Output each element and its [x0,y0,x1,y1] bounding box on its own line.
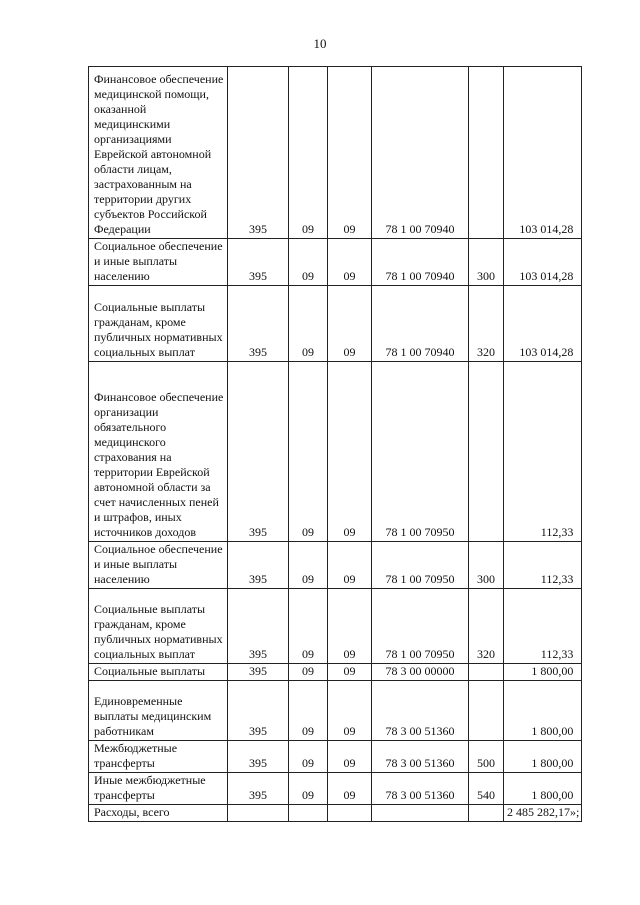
table-row [89,67,582,239]
row-amount: 1 800,00 [504,664,582,681]
row-expense-kind: 500 [469,741,504,773]
total-empty-cell [469,805,504,822]
row-name: Социальные выплаты гражданам, кроме публичных нормативных социальных выплат [89,286,228,362]
total-empty-cell [228,805,289,822]
row-subsection: 09 [328,239,372,286]
row-expense-kind: 320 [469,286,504,362]
row-target-article: 78 3 00 00000 [372,664,469,681]
row-section: 09 [289,741,328,773]
total-row [89,805,582,822]
row-section: 09 [289,773,328,805]
row-section: 09 [289,681,328,741]
table-row [89,589,582,664]
total-label: Расходы, всего [89,805,228,822]
table-row [89,681,582,741]
row-section: 09 [289,286,328,362]
row-subsection: 09 [328,542,372,589]
row-amount: 103 014,28 [504,286,582,362]
row-section: 09 [289,664,328,681]
row-target-article: 78 1 00 70950 [372,589,469,664]
row-subsection: 09 [328,589,372,664]
table-row [89,741,582,773]
row-name: Межбюджетные трансферты [89,741,228,773]
row-subsection: 09 [328,741,372,773]
table-row [89,542,582,589]
row-amount: 103 014,28 [504,67,582,239]
row-subsection: 09 [328,286,372,362]
table-row [89,773,582,805]
row-expense-kind [469,664,504,681]
row-expense-kind [469,67,504,239]
row-amount: 112,33 [504,362,582,542]
row-expense-kind [469,681,504,741]
row-admin-code: 395 [228,589,289,664]
row-section: 09 [289,67,328,239]
row-section: 09 [289,589,328,664]
row-name: Единовременные выплаты медицинским работникам [89,681,228,741]
row-name: Финансовое обеспечение организации обязательного медицинского страхования на территории Еврейской автономной области за счет начисленных пеней и штрафов, иных источников доходов [89,362,228,542]
row-target-article: 78 1 00 70940 [372,67,469,239]
row-target-article: 78 3 00 51360 [372,681,469,741]
row-expense-kind: 320 [469,589,504,664]
total-amount: 2 485 282,17»; [504,805,582,822]
row-expense-kind: 300 [469,542,504,589]
row-admin-code: 395 [228,773,289,805]
row-target-article: 78 1 00 70940 [372,239,469,286]
row-admin-code: 395 [228,286,289,362]
total-empty-cell [328,805,372,822]
row-expense-kind: 300 [469,239,504,286]
table-row [89,664,582,681]
total-empty-cell [372,805,469,822]
row-target-article: 78 3 00 51360 [372,773,469,805]
row-subsection: 09 [328,773,372,805]
row-expense-kind: 540 [469,773,504,805]
row-name: Социальные выплаты [89,664,228,681]
row-target-article: 78 3 00 51360 [372,741,469,773]
row-admin-code: 395 [228,362,289,542]
row-target-article: 78 1 00 70950 [372,542,469,589]
row-amount: 112,33 [504,542,582,589]
row-subsection: 09 [328,67,372,239]
row-subsection: 09 [328,681,372,741]
row-section: 09 [289,239,328,286]
table-row [89,239,582,286]
row-name: Социальные выплаты гражданам, кроме публичных нормативных социальных выплат [89,589,228,664]
total-empty-cell [289,805,328,822]
table-row [89,286,582,362]
row-name: Иные межбюджетные трансферты [89,773,228,805]
row-amount: 1 800,00 [504,773,582,805]
row-section: 09 [289,362,328,542]
row-target-article: 78 1 00 70950 [372,362,469,542]
row-amount: 112,33 [504,589,582,664]
row-section: 09 [289,542,328,589]
row-admin-code: 395 [228,681,289,741]
page-number: 10 [313,36,327,51]
row-amount: 1 800,00 [504,741,582,773]
row-admin-code: 395 [228,67,289,239]
row-admin-code: 395 [228,664,289,681]
row-target-article: 78 1 00 70940 [372,286,469,362]
row-name: Социальное обеспечение и иные выплаты населению [89,239,228,286]
table-row [89,362,582,542]
row-admin-code: 395 [228,239,289,286]
row-name: Финансовое обеспечение медицинской помощи, оказанной медицинскими организациями Еврейской автономной области лицам, застрахованным на территории других субъектов Российской Федерации [89,67,228,239]
expenditure-table [88,66,582,822]
row-name: Социальное обеспечение и иные выплаты населению [89,542,228,589]
row-subsection: 09 [328,362,372,542]
row-expense-kind [469,362,504,542]
row-admin-code: 395 [228,741,289,773]
row-amount: 103 014,28 [504,239,582,286]
row-admin-code: 395 [228,542,289,589]
row-amount: 1 800,00 [504,681,582,741]
row-subsection: 09 [328,664,372,681]
